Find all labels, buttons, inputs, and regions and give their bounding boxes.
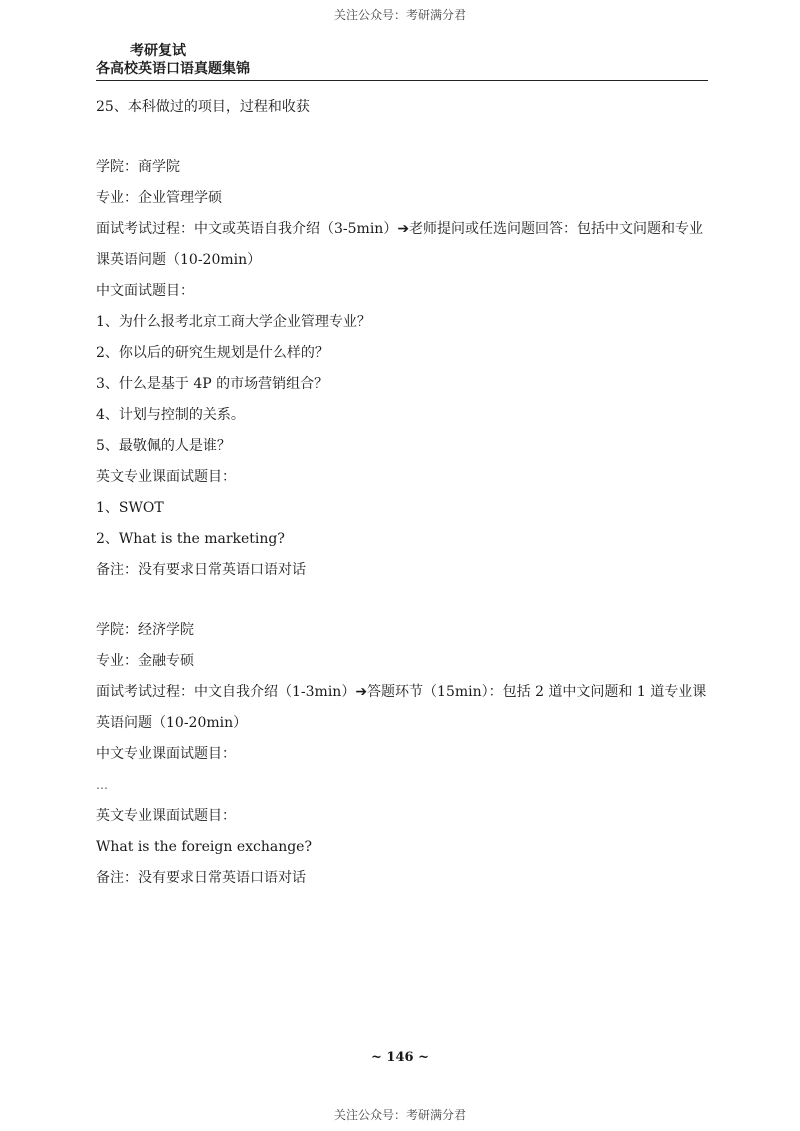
cn-questions-heading: 中文专业课面试题目： <box>96 746 236 762</box>
header-rule <box>96 80 708 81</box>
list-item: 1、SWOT <box>96 500 164 516</box>
header-title: 考研复试 <box>130 43 186 59</box>
list-item: 1、为什么报考北京工商大学企业管理专业？ <box>96 314 371 330</box>
list-item: 2、你以后的研究生规划是什么样的？ <box>96 345 329 361</box>
en-questions-heading: 英文专业课面试题目： <box>96 808 236 824</box>
en-questions-heading: 英文专业课面试题目： <box>96 469 236 485</box>
page-number: ~ 146 ~ <box>371 1050 429 1065</box>
spacer <box>96 586 708 615</box>
spacer <box>96 123 708 152</box>
major-label: 专业：金融专硕 <box>96 653 194 669</box>
header-subtitle: 各高校英语口语真题集锦 <box>96 61 250 77</box>
interview-process: 面试考试过程：中文或英语自我介绍（3-5min）➔老师提问或任选问题回答：包括中文问题和专业课英语问题（10-20min） <box>96 221 704 268</box>
major-label: 专业：企业管理学硕 <box>96 190 222 206</box>
en-question: What is the foreign exchange? <box>96 839 312 855</box>
list-item: 3、什么是基于 4P 的市场营销组合？ <box>96 376 329 392</box>
note: 备注：没有要求日常英语口语对话 <box>96 870 306 886</box>
list-item: 5、最敬佩的人是谁？ <box>96 438 231 454</box>
ellipsis: … <box>96 778 108 792</box>
list-item: 4、计划与控制的关系。 <box>96 407 245 423</box>
section-economics-school <box>96 615 708 894</box>
note: 备注：没有要求日常英语口语对话 <box>96 562 306 578</box>
cn-questions-heading: 中文面试题目： <box>96 283 194 299</box>
document-body <box>96 92 708 894</box>
list-item: 2、What is the marketing? <box>96 531 285 547</box>
page-header <box>96 42 708 81</box>
watermark-bottom: 关注公众号：考研满分君 <box>333 1108 466 1122</box>
college-label: 学院：商学院 <box>96 159 180 175</box>
college-label: 学院：经济学院 <box>96 622 194 638</box>
section-business-school <box>96 152 708 586</box>
interview-process: 面试考试过程：中文自我介绍（1-3min）➔答题环节（15min）：包括 2 道中文问题和 1 道专业课英语问题（10-20min） <box>96 684 707 731</box>
watermark-top: 关注公众号：考研满分君 <box>333 8 466 22</box>
question-heading: 25、本科做过的项目，过程和收获 <box>96 99 310 115</box>
